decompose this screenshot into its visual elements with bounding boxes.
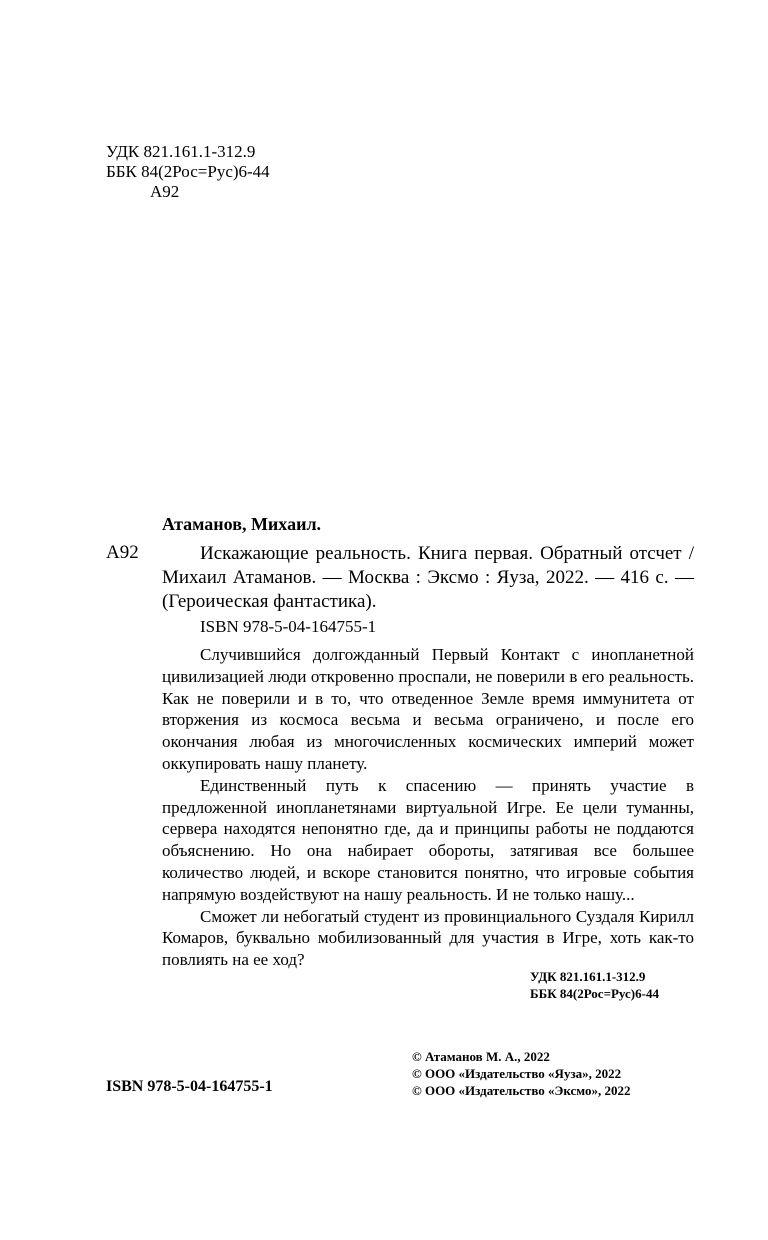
entry-isbn: ISBN 978-5-04-164755-1 (200, 617, 377, 636)
classification-codes (106, 142, 270, 202)
footer-classification-codes (530, 968, 659, 1002)
annotation-paragraph: Сможет ли небогатый студент из провинциального Суздаля Кирилл Комаров, буквально мобилизованный для участия в Игре, хоть как-то повлиять на ее ход? (162, 906, 694, 970)
bibliographic-text: Искажающие реальность. Книга первая. Обратный отсчет / Михаил Атаманов. — Москва : Эксмо : Яуза, 2022. — 416 с. — (Героическая фантастика). (162, 543, 694, 612)
isbn-bottom: ISBN 978-5-04-164755-1 (106, 1078, 273, 1095)
footer-udk-code: УДК 821.161.1-312.9 (530, 969, 646, 984)
footer-bbk-code: ББК 84(2Рос=Рус)6-44 (530, 986, 659, 1001)
bibliographic-description (162, 542, 694, 614)
copyright-line: © ООО «Издательство «Яуза», 2022 (412, 1066, 622, 1081)
bbk-code: ББК 84(2Рос=Рус)6-44 (106, 162, 270, 181)
annotation (162, 644, 694, 971)
author-mark: А92 (150, 182, 180, 201)
annotation-paragraph: Случившийся долгожданный Первый Контакт с инопланетной цивилизацией люди откровенно проспали, не поверили в его реальность. Как не поверили и в то, что отведенное Земле время иммунитета от вторжения из космоса весьма и весьма ограничено, и после его окончания любая из многочисленных космических империй может оккупировать нашу планету. (162, 645, 694, 773)
copyright-line: © ООО «Издательство «Эксмо», 2022 (412, 1083, 631, 1098)
author-heading: Атаманов, Михаил. (162, 514, 322, 534)
copyright-block (412, 1048, 631, 1099)
copyright-line: © Атаманов М. А., 2022 (412, 1049, 550, 1064)
author-mark-entry: А92 (106, 542, 139, 563)
annotation-paragraph: Единственный путь к спасению — принять участие в предложенной инопланетянами виртуальной Игре. Ее цели туманны, сервера находятся непонятно где, да и принципы работы не поддаются объяснению. Но она набирает обороты, затягивая все большее количество людей, и вскоре становится понятно, что игровые события напрямую воздействуют на нашу реальность. И не только нашу... (162, 775, 694, 904)
udk-code: УДК 821.161.1-312.9 (106, 142, 256, 161)
